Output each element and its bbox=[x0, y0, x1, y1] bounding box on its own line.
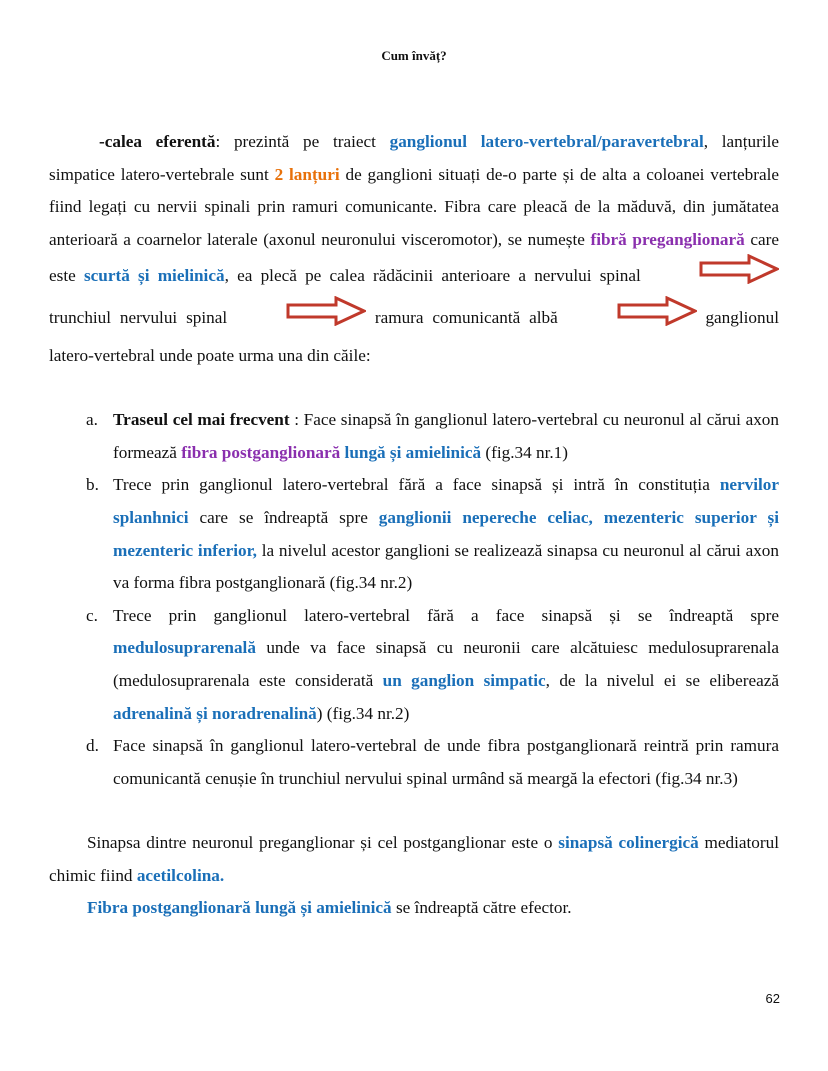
right-arrow-icon bbox=[649, 254, 779, 296]
highlight-acetylcholine: acetilcolina. bbox=[136, 865, 225, 885]
page-content bbox=[49, 126, 779, 925]
list-item: d. Face sinapsă în ganglionul latero-vertebral de unde fibra postganglionară reintră prin ramura comunicantă cenușie în trunchiul nervului spinal urmând să meargă la efectori (fig.34 nr.3) bbox=[86, 736, 779, 788]
right-arrow-icon bbox=[236, 296, 366, 338]
pathway-list bbox=[49, 404, 779, 795]
highlight-2-chains: 2 lanțuri bbox=[274, 164, 340, 184]
highlight-short-myelinated: scurtă și mielinică bbox=[83, 266, 225, 286]
highlight-latero-vertebral: ganglionul latero-vertebral/paravertebral bbox=[389, 132, 704, 151]
page-number: 62 bbox=[765, 991, 780, 1006]
highlight-cholinergic-synapse: sinapsă colinergică bbox=[558, 833, 699, 853]
paragraph-efferent-path: -calea eferentă: prezintă pe traiect ganglionul latero-vertebral/paravertebral, lanțurile simpatice latero-vertebrale sunt 2 lanțuri de ganglioni situați de-o parte și de alta a coloanei vertebrale fiind legați cu nervii spinali prin ramuri comunicante. Fibra care pleacă de la măduvă, din jumătatea anterioară a coarnelor laterale (axonul neuronului visceromotor), se numește fibră preganglionară care este scurtă și mielinică, ea plecă pe calea rădăcinii anterioare a nervului spinal trunchiul nervului spinal ramura comunicantă albă ganglionul latero-vertebral unde poate urma una din căile: bbox=[49, 132, 780, 365]
highlight-postganglionic-fiber: Fibra postganglionară lungă și amielinică bbox=[87, 898, 392, 918]
paragraph-synapse: Sinapsa dintre neuronul preganglionar și cel postganglionar este o sinapsă colinergică mediatorul chimic fiind acetilcolina. bbox=[49, 833, 779, 885]
list-item: b. Trece prin ganglionul latero-vertebral fără a face sinapsă și intră în constituția nervilor splanhnici care se îndreaptă spre ganglionii nepereche celiac, mezenteric superior și mezenteric inferior, la nivelul acestor ganglioni se realizează sinapsa cu neuronul al cărui axon va forma fibra postganglionară (fig.34 nr.2) bbox=[86, 475, 779, 593]
page-header: Cum învăț? bbox=[381, 48, 447, 63]
paragraph-postganglionic: Fibra postganglionară lungă și amielinică se îndreaptă către efector. bbox=[87, 898, 572, 918]
term-efferent-path: -calea eferentă bbox=[99, 132, 216, 151]
list-item: c. Trece prin ganglionul latero-vertebral fără a face sinapsă și se îndreaptă spre medulosuprarenală unde va face sinapsă cu neuronii care alcătuiesc medulosuprarenala (medulosuprarenala este considerată un ganglion simpatic, de la nivelul ei se eliberează adrenalină și noradrenalină) (fig.34 nr.2) bbox=[86, 605, 779, 723]
list-item: a. Traseul cel mai frecvent : Face sinapsă în ganglionul latero-vertebral cu neuronul al cărui axon formează fibra postganglionară lungă și amielinică (fig.34 nr.1) bbox=[86, 410, 779, 462]
right-arrow-icon bbox=[567, 296, 697, 338]
highlight-preganglionic-fiber: fibră preganglionară bbox=[590, 229, 745, 249]
